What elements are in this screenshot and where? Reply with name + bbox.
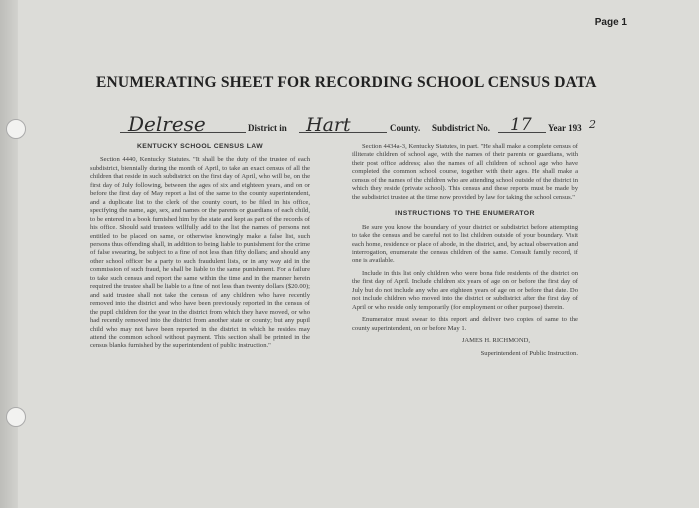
district-in-label: District in <box>248 123 287 133</box>
county-label: County. <box>390 123 421 133</box>
instructions-paragraph-3: Enumerator must swear to this report and deliver two copies of same to the county superintendent, on or before May 1. <box>352 316 578 332</box>
punch-hole-bottom <box>6 407 26 427</box>
signature-title: Superintendent of Public Instruction. <box>480 349 578 357</box>
statute-paragraph: Section 4434a-3, Kentucky Statutes, in part. "He shall make a complete census of illiterate children of school age, with the names of their parents or guardians, with their post office address; also the names of all children of school age who have completed the common school course, together with their ages. He shall make a census of the names of the children who are attending school outside of the district in which they reside (private school). This census and these reports must be made by the subdistrict trustee at the time now provided by law for taking the school census." <box>352 143 578 201</box>
subdistrict-label: Subdistrict No. <box>432 123 491 133</box>
year-digit-handwritten: 2 <box>589 118 596 131</box>
subdistrict-number-handwritten: 17 <box>510 115 532 135</box>
year-label: Year 193 <box>548 123 582 133</box>
census-law-heading: KENTUCKY SCHOOL CENSUS LAW <box>136 143 264 150</box>
instructions-heading: INSTRUCTIONS TO THE ENUMERATOR <box>395 210 535 218</box>
instructions-paragraph-2: Include in this list only children who were bona fide residents of the district on the first day of April. Include children six years of age on or before the first day of July but do not include any who are eighteen years of age on or before that date. Do not include children who moved into the district or subdistrict after the first day of April or who reside only temporarily (for employment or other purpose) therein. <box>352 269 578 311</box>
right-column <box>352 143 578 362</box>
census-law-paragraph: Section 4440, Kentucky Statutes. "It shall be the duty of the trustee of each subdistrict, biennially during the month of April, to take an exact census of all the children that reside in such subdistrict on the first day of April, who will be, on the first day of July following, between the ages of six and eighteen years, and on or before the first day of May report a list of the same to the county superintendent, and a duplicate list to the clerk of the county court, to be filed in his office, specifying the name, age, sex, and names or the parents or guardians of each child, to be entered in a book furnished him by the state and kept as part of the records of his office. Should said trustees willfully add to the list the names of persons not entitled to be placed on same, or otherwise knowingly make a false list, such persons thus offending shall, in addition to being liable to punishment for the crime of false swearing, be subject to a fine of not less than fifty dollars; and should any other school officer be a party to such fraudulent lists, or in any way aid in the commission of such fraud, he shall be liable to the same punishment. For a failure to take such census and report the same within the time and in the manner herein required the trustee shall be liable to a fine of not less than twenty dollars ($20.00); and said trustee shall not take the census of any children who have recently removed into the district and who have been previously reported in the census of the pupil children for the year in the district from which they have moved, or who had recently removed into the district from another state or county; but any pupil child who may not have been reported in the district in which he resides may attend the common school without payment. This section shall be printed in the census blanks furnished by the superintendent of public instruction." <box>90 156 310 350</box>
district-name-handwritten: Delrese <box>128 112 206 136</box>
punch-hole-top <box>6 119 26 139</box>
header-fill-line <box>120 113 640 137</box>
county-name-handwritten: Hart <box>306 114 351 136</box>
signature-name: JAMES H. RICHMOND, <box>461 337 530 345</box>
document-title: ENUMERATING SHEET FOR RECORDING SCHOOL CENSUS DATA <box>96 74 597 91</box>
left-column <box>90 143 310 355</box>
binding-strip <box>0 0 18 508</box>
instructions-paragraph-1: Be sure you know the boundary of your district or subdistrict before attempting to take the census and be careful not to list children outside of your boundary. Visit each home, residence or place of abode, in the district, and, by actual observation and interrogation, enumerate the census children of the same. Consult family record, if one is available. <box>352 223 578 265</box>
page-number: Page 1 <box>594 17 627 28</box>
